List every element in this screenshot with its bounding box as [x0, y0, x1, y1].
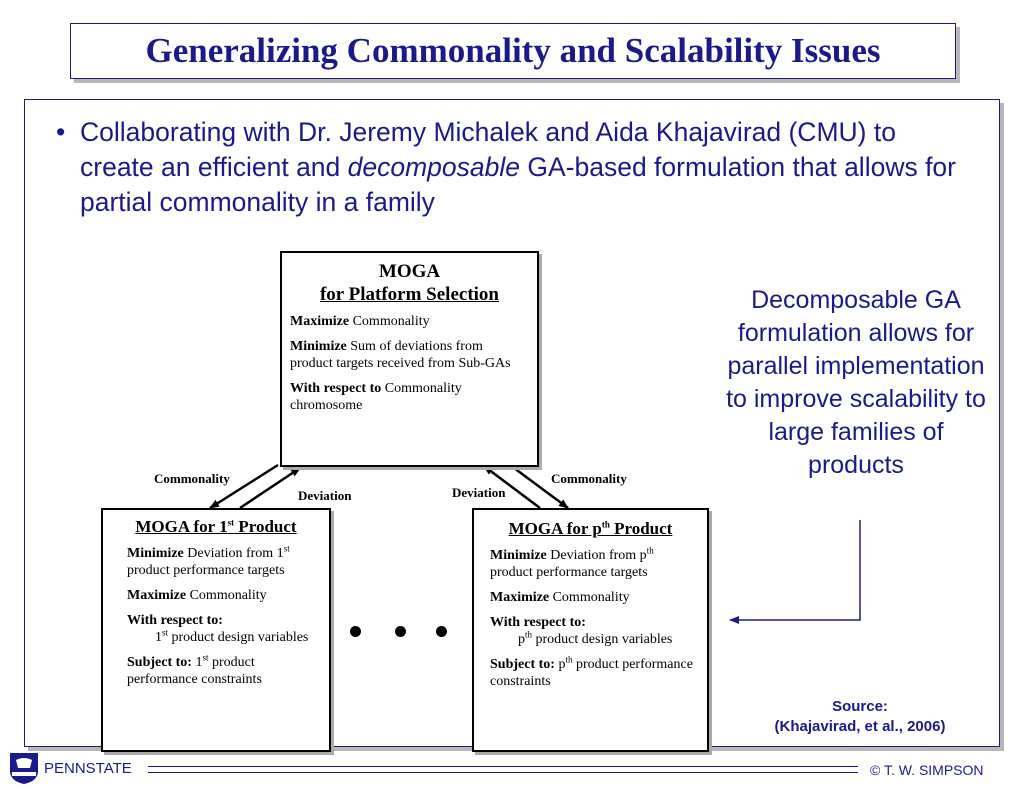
source-label: Source:	[832, 698, 888, 715]
maximize-text: Commonality	[349, 314, 430, 329]
arrow-deviation-left	[240, 468, 300, 508]
label-commonality-left: Commonality	[154, 471, 230, 486]
footer-divider	[148, 766, 858, 773]
right-box-minimize: Minimize Deviation from $p^{th}$ product performance targets	[490, 545, 654, 580]
maximize-keyword: Maximize	[290, 314, 350, 329]
left-box-wrt-vars: 1st product design variables	[155, 627, 309, 645]
bullet-text-after: GA-based formulation that allows for partial commonality in a family	[80, 152, 956, 217]
platform-selection-box	[280, 251, 539, 467]
bullet-text-italic: decomposable	[347, 152, 521, 182]
ellipsis-dot	[395, 626, 406, 637]
right-box-wrt-vars: $p^{th}$ product design variables	[518, 629, 673, 647]
pennstate-shield-icon	[8, 751, 40, 785]
wrt-text: Commonality chromosome	[290, 381, 462, 413]
top-box-minimize	[290, 338, 529, 372]
ellipsis-dot	[436, 626, 447, 637]
label-deviation-left: Deviation	[298, 488, 352, 503]
side-annotation: Decomposable GA formulation allows for parallel implementation to improve scalability to large families of products	[726, 286, 986, 479]
footer-brand: PENNSTATE	[44, 760, 132, 777]
left-box-minimize: Minimize Deviation from 1st product performance targets	[127, 543, 290, 578]
top-box-wrt	[290, 380, 529, 414]
source-citation	[740, 697, 980, 737]
side-text-connector	[730, 520, 860, 620]
slide-title: Generalizing Commonality and Scalability Issues	[145, 31, 881, 70]
right-box-wrt: With respect to:	[490, 615, 586, 630]
top-box-maximize	[290, 313, 529, 330]
ellipsis-dot	[350, 626, 361, 637]
right-box-title: MOGA for $p^{th}$ Product	[508, 519, 673, 538]
top-box-title-line2: for Platform Selection	[319, 284, 500, 305]
pth-product-box	[472, 508, 709, 752]
bullet-icon: •	[56, 117, 66, 147]
top-box-title-line1: MOGA	[378, 261, 441, 282]
minimize-keyword: Minimize	[290, 339, 347, 354]
left-box-maximize: Maximize Commonality	[127, 588, 267, 603]
left-box-wrt: With respect to:	[127, 613, 223, 628]
first-product-box	[101, 508, 331, 752]
label-commonality-right: Commonality	[551, 471, 627, 486]
minimize-text: Sum of deviations from product targets received from Sub-GAs	[290, 339, 511, 371]
bullet-text-before: Collaborating with Dr. Jeremy Michalek and Aida Khajavirad (CMU) to create an efficient and	[80, 117, 896, 182]
left-box-title: MOGA for 1st Product	[135, 517, 297, 536]
right-box-maximize: Maximize Commonality	[490, 590, 630, 605]
right-box-subject: Subject to: $p^{th}$ product performance constraints	[490, 654, 693, 689]
footer-credit: © T. W. SIMPSON	[870, 762, 984, 778]
left-box-subject: Subject to: 1st product performance constraints	[127, 652, 262, 687]
label-deviation-right: Deviation	[452, 485, 506, 500]
source-reference: (Khajavirad, et al., 2006)	[774, 718, 946, 735]
wrt-keyword: With respect to	[290, 381, 382, 396]
